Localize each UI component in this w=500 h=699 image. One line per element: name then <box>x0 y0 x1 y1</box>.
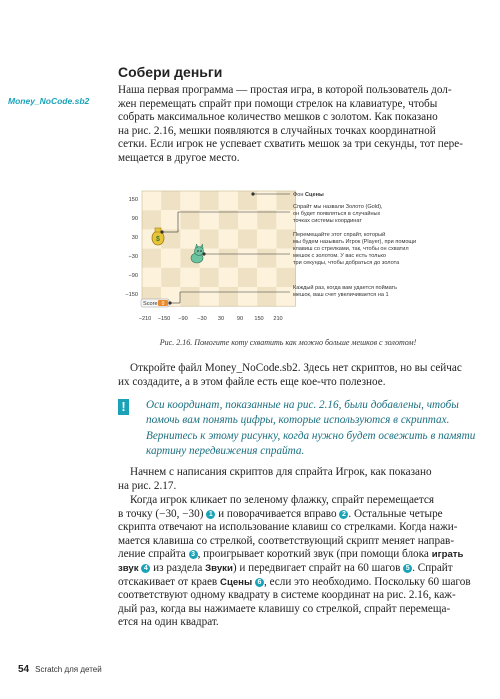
category-name: Звуки <box>205 562 233 574</box>
score-display <box>141 299 169 307</box>
text-run: . Остальные четыре <box>348 507 443 520</box>
stage-cell <box>238 229 257 248</box>
annotation-line: Перемещайте этот спрайт, который <box>293 232 386 238</box>
x-tick-label: −150 <box>157 316 171 322</box>
annotation-line: три секунды, чтобы добраться до золота <box>293 260 400 266</box>
annotation-line: мешок с золотом. У вас есть только <box>293 253 386 259</box>
book-title: Scratch для детей <box>35 665 102 674</box>
text-run: из раздела <box>150 561 206 574</box>
text-run: ) и передвигает спрайт на 60 шагов <box>232 561 404 574</box>
stage-cell <box>142 210 161 229</box>
text-run: , проигрывает короткий звук (при помощи блока <box>197 548 432 561</box>
text-run: ление спрайта <box>118 548 189 561</box>
text-run: отскакивает от краев <box>118 575 221 588</box>
stage-cell <box>200 210 219 229</box>
annotation-player <box>293 231 416 266</box>
movement-paragraph <box>118 494 471 630</box>
paragraph-line: Когда игрок кликает по зеленому флажку, спрайт перемещается <box>130 494 435 506</box>
stage-cell <box>161 249 180 268</box>
x-tick-label: 150 <box>254 316 264 322</box>
callout-2-icon: 2 <box>339 510 348 519</box>
stage-cell <box>200 287 219 306</box>
paragraph-line <box>118 508 458 522</box>
callout-1-icon: 1 <box>206 510 215 519</box>
stage-cell <box>142 249 161 268</box>
text-run: . Спрайт <box>412 561 453 574</box>
annotation-text: Фон <box>293 192 306 198</box>
annotation-line: он будет появляться в случайных <box>293 211 381 217</box>
callout-4-icon: 4 <box>141 564 150 573</box>
stage-cell <box>257 268 276 287</box>
note-line: картину передвижения спрайта. <box>146 445 305 458</box>
annotation-line: мешок, ваш счет увеличивается на 1 <box>293 292 389 298</box>
x-tick-label: 30 <box>217 316 225 322</box>
stage-cell <box>180 268 199 287</box>
intro-line: жен перемещать спрайт при помощи стрелок на клавиатуре, чтобы <box>118 97 438 110</box>
stage-cell <box>257 210 276 229</box>
stage-name: Сцены <box>220 576 253 588</box>
text-run: и поворачивается вправо <box>215 507 340 520</box>
stage-cell <box>161 191 180 210</box>
intro-line: сетки. Если игрок не успевает схватить мешок за три секунды, тот пере- <box>118 138 463 151</box>
x-tick-label: −30 <box>197 316 207 322</box>
section-title: Собери деньги <box>118 64 223 80</box>
stage-cell <box>180 287 199 306</box>
paragraph-line: на рис. 2.17. <box>118 479 177 492</box>
paragraph-line: дый раз, когда вы нажимаете клавишу со стрелкой, спрайт перемеща- <box>118 602 451 615</box>
paragraph-line: соответствуют одному квадрату в системе координат на рис. 2.16, каж- <box>118 589 456 602</box>
callout-6-icon: 6 <box>255 578 264 587</box>
y-tick-label: 90 <box>131 216 138 222</box>
annotation-bold: Сцены <box>305 192 324 198</box>
note-line: Вернитесь к этому рисунку, когда нужно будет освежить в памяти <box>146 429 476 442</box>
annotation-line: мы будем называть Игрок (Player), при помощи <box>293 239 417 245</box>
annotation-line: Каждый раз, когда вам удается поймать <box>293 285 398 291</box>
annotation-gold <box>293 203 383 224</box>
score-value: 0 <box>161 300 165 307</box>
file-reference: Money_NoCode.sb2 <box>8 96 90 106</box>
stage-background <box>142 191 296 306</box>
stage-cell <box>238 268 257 287</box>
stage-cell <box>219 268 238 287</box>
x-tick-label: 210 <box>273 316 283 322</box>
player-scripts-paragraph <box>118 466 458 493</box>
stage-cell <box>238 210 257 229</box>
x-tick-label: −210 <box>138 316 152 322</box>
x-axis-ticks <box>139 316 283 322</box>
stage-cell <box>200 191 219 210</box>
page-number: 54 <box>18 664 30 675</box>
text-run: в точку (−30, −30) <box>118 507 207 520</box>
paragraph-line: ется на один квадрат. <box>118 616 219 629</box>
paragraph-line <box>118 575 471 590</box>
stage-cell <box>219 249 238 268</box>
paragraph-line: Откройте файл Money_NoCode.sb2. Здесь нет скриптов, но вы сейчас <box>130 362 462 374</box>
stage-cell <box>161 210 180 229</box>
paragraph-line <box>118 562 458 576</box>
callout-3-icon: 3 <box>189 550 198 559</box>
stage-cell <box>142 268 161 287</box>
annotation-line: Спрайт мы назвали Золото (Gold), <box>293 204 383 210</box>
stage-cell <box>200 268 219 287</box>
intro-line: мещается в другое место. <box>118 151 240 164</box>
paragraph-line: мается клавиша со стрелкой, соответствующий скрипт меняет направ- <box>118 534 455 547</box>
intro-line: Наша первая программа — простая игра, в которой пользователь дол- <box>118 84 452 96</box>
y-tick-label: 30 <box>131 235 138 241</box>
stage-cell <box>219 287 238 306</box>
stage-cell <box>180 210 199 229</box>
note-box <box>146 398 476 460</box>
y-axis-ticks <box>125 197 138 298</box>
stage-cell <box>142 191 161 210</box>
stage-cell <box>238 249 257 268</box>
open-file-paragraph <box>118 362 462 389</box>
intro-paragraph <box>118 84 463 166</box>
paragraph-line: их создадите, а в этом файле есть еще кое-что полезное. <box>118 375 386 388</box>
svg-text:Фон Сцены <box>293 192 324 198</box>
note-line: Оси координат, показанные на рис. 2.16, были добавлены, чтобы <box>146 399 459 411</box>
annotation-line: клавиш со стрелками, так, чтобы он схватил <box>293 246 409 252</box>
y-tick-label: −30 <box>128 254 138 260</box>
svg-text:$: $ <box>156 236 160 243</box>
annotation-background <box>293 192 324 198</box>
stage-cell <box>238 287 257 306</box>
y-tick-label: −90 <box>128 273 138 279</box>
annotation-line: точках системы координат <box>293 218 362 224</box>
stage-cell <box>219 210 238 229</box>
figure-caption: Рис. 2.16. Помогите коту схватить как можно больше мешков с золотом! <box>159 338 417 347</box>
stage-cell <box>257 229 276 248</box>
stage-cell <box>257 249 276 268</box>
page-footer <box>18 664 102 675</box>
paragraph-line: скрипта отвечают на использование клавиш со стрелками. Когда нажи- <box>118 521 458 534</box>
x-tick-label: 90 <box>236 316 244 322</box>
note-line: помочь вам понять цифры, которые используются в скриптах. <box>146 414 450 427</box>
block-name: звук <box>118 562 139 574</box>
paragraph-line: Начнем с написания скриптов для спрайта Игрок, как показано <box>130 466 432 478</box>
intro-line: собрать максимальное количество мешков с золотом. Как показано <box>118 111 438 124</box>
intro-line: на рис. 2.16, мешки появляются в случайных точках координатной <box>118 124 436 137</box>
y-tick-label: −150 <box>125 292 138 298</box>
y-tick-label: 150 <box>128 197 138 203</box>
callout-5-icon: 5 <box>403 564 412 573</box>
stage-cell <box>219 191 238 210</box>
block-name: играть <box>431 549 464 561</box>
paragraph-line <box>118 548 464 562</box>
stage-cell <box>219 229 238 248</box>
stage-cell <box>257 287 276 306</box>
stage-cell <box>161 268 180 287</box>
x-tick-label: −90 <box>178 316 188 322</box>
note-icon: ! <box>118 399 129 415</box>
coordinate-grid-figure <box>118 188 458 328</box>
stage-cell <box>180 191 199 210</box>
text-run: , если это необходимо. Поскольку 60 шагов <box>263 575 471 588</box>
score-label: Score <box>143 301 158 307</box>
annotation-score <box>293 284 397 298</box>
